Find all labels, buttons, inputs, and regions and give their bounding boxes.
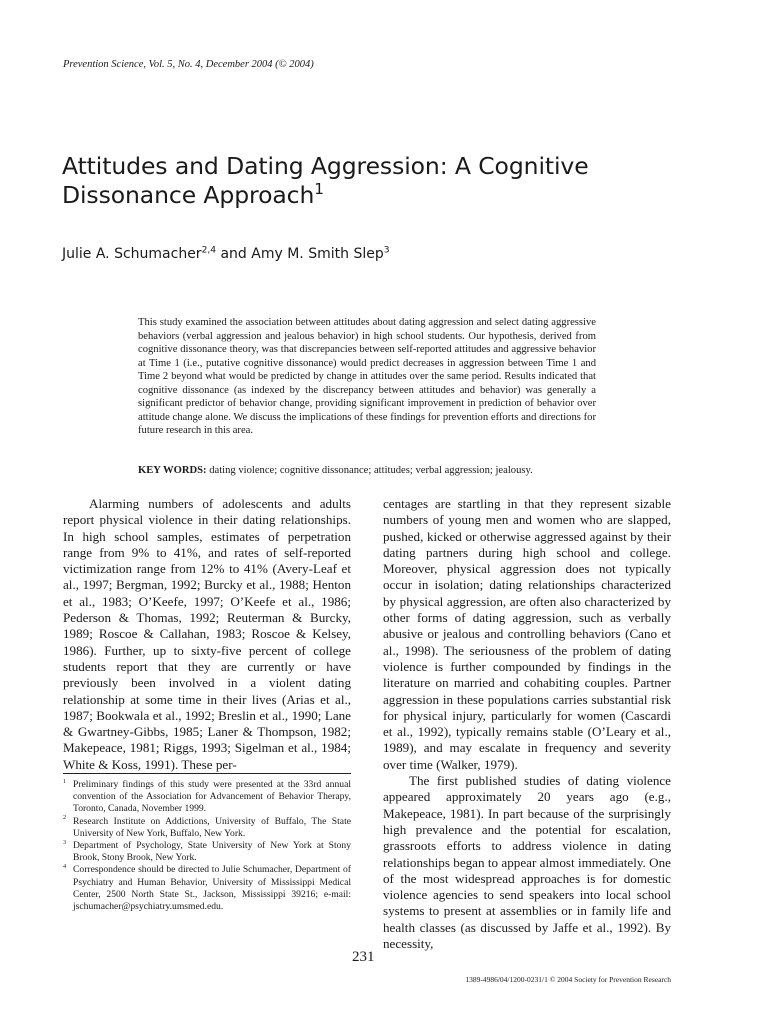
journal-citation: Prevention Science, Vol. 5, No. 4, December 2004 (© 2004) — [63, 59, 314, 70]
footnote-text: Preliminary findings of this study were presented at the 33rd annual convention of the Association for Advancement of Behavior Therapy, Toronto, Canada, November 1999. — [73, 779, 351, 815]
footnote: $^1$ Preliminary findings of this study were presented at the 33rd annual convention of the Association for Advancement of Behavior Therapy, Toronto, Canada, November 1999. — [63, 777, 351, 815]
body-paragraph: Alarming numbers of adolescents and adults report physical violence in their dating relationships. In high school samples, estimates of perpetration range from 9% to 41%, and rates of self-reported victimization range from 12% to 41% (Avery-Leaf et al., 1997; Bergman, 1992; Burcky et al., 1988; Henton et al., 1983; O’Keefe, 1997; O’Keefe et al., 1986; Pederson & Thomas, 1992; Reuterman & Burcky, 1989; Roscoe & Callahan, 1983; Roscoe & Kelsey, 1986). Further, up to sixty-five percent of college students report that they are currently or have previously been involved in a violent dating relationship at some time in their lives (Arias et al., 1987; Bookwala et al., 1992; Breslin et al., 1990; Lane & Gwartney-Gibbs, 1985; Laner & Thompson, 1982; Makepeace, 1981; Riggs, 1993; Sigelman et al., 1984; White & Koss, 1991). These per- — [63, 496, 351, 772]
author-joiner: and — [216, 246, 252, 262]
footnote-text: Correspondence should be directed to Julie Schumacher, Department of Psychiatry and Human Behavior, University of Mississippi Medical Center, 2500 North State St., Jackson, Mississippi 39216; e-mail: jschumacher@psychiatry.umsmed.edu. — [73, 864, 351, 913]
author-affiliation-mark: 2,4 — [201, 245, 217, 256]
article-title — [62, 152, 622, 210]
author-line — [62, 246, 390, 262]
body-paragraph-continued: centages are startling in that they represent sizable numbers of young men and women who are slapped, pushed, kicked or otherwise aggressed against by their dating partners during high school and college. Moreover, physical aggression does not typically occur in isolation; dating relationships characterized by physical aggression, are often also characterized by other forms of dating aggression, such as verbally abusive or jealous and controlling behaviors (Cano et al., 1998). The seriousness of the problem of dating violence is further compounded by findings in the literature on married and cohabiting couples. Partner aggression in these populations carries substantial risk for physical injury, particularly for women (Cascardi et al., 1992), typically remains stable (O’Leary et al., 1989), and may escalate in frequency and severity over time (Walker, 1979). — [383, 496, 671, 772]
footnote: $^3$ Department of Psychology, State University of New York at Stony Brook, Stony Brook, New York. — [63, 838, 351, 864]
body-column-right — [383, 496, 671, 952]
author-name: Julie A. Schumacher — [62, 246, 202, 262]
body-column-left — [63, 496, 351, 773]
keywords-label: KEY WORDS: — [138, 465, 207, 476]
footnote: $^4$ Correspondence should be directed to Julie Schumacher, Department of Psychiatry and Human Behavior, University of Mississippi Medical Center, 2500 North State St., Jackson, Mississippi 39216; e-mail: jschumacher@psychiatry.umsmed.edu. — [63, 863, 351, 913]
footnote: $^2$ Research Institute on Addictions, University of Buffalo, The State University of New York, Buffalo, New York. — [63, 814, 351, 839]
copyright-line: 1389-4986/04/1200-0231/1 © 2004 Society for Prevention Research — [465, 975, 671, 984]
title-footnote-mark: 1 — [314, 180, 324, 199]
page-number: 231 — [352, 949, 375, 965]
footnote-divider — [63, 773, 351, 774]
body-paragraph: The first published studies of dating violence appeared approximately 20 years ago (e.g., Makepeace, 1981). In part because of the surprisingly high prevalence and the potential for escalation, grassroots efforts to address violence in dating relationships began to appear almost immediately. One of the most widespread approaches is for domestic violence agencies to send speakers into local school systems to present at assemblies or in family life and health classes (as discussed by Jaffe et al., 1992). By necessity, — [383, 773, 671, 952]
abstract: This study examined the association between attitudes about dating aggression and select dating aggressive behaviors (verbal aggression and jealous behavior) in high school students. Our hypothesis, derived from cognitive dissonance theory, was that discrepancies between self-reported attitudes and aggressive behavior at Time 1 (i.e., putative cognitive dissonance) would predict decreases in aggression between Time 1 and Time 2 beyond what would be predicted by change in attitudes over the same period. Results indicated that cognitive dissonance (as indexed by the discrepancy between attitudes and behavior) was generally a significant predictor of behavior change, providing significant improvement in prediction of behavior over attitude change alone. We discuss the implications of these findings for prevention efforts and directions for future research in this area. — [138, 317, 596, 436]
keywords-text: dating violence; cognitive dissonance; attitudes; verbal aggression; jealousy. — [209, 465, 533, 476]
author-name: Amy M. Smith Slep — [251, 246, 384, 262]
keywords — [138, 465, 608, 476]
footnote-text: Department of Psychology, State University of New York at Stony Brook, Stony Brook, New York. — [73, 840, 351, 864]
article-title-text: Attitudes and Dating Aggression: A Cognitive Dissonance Approach — [62, 152, 589, 209]
footnotes — [63, 779, 351, 913]
footnote-text: Research Institute on Addictions, University of Buffalo, The State University of New York, Buffalo, New York. — [73, 815, 351, 839]
author-affiliation-mark: 3 — [383, 245, 390, 256]
